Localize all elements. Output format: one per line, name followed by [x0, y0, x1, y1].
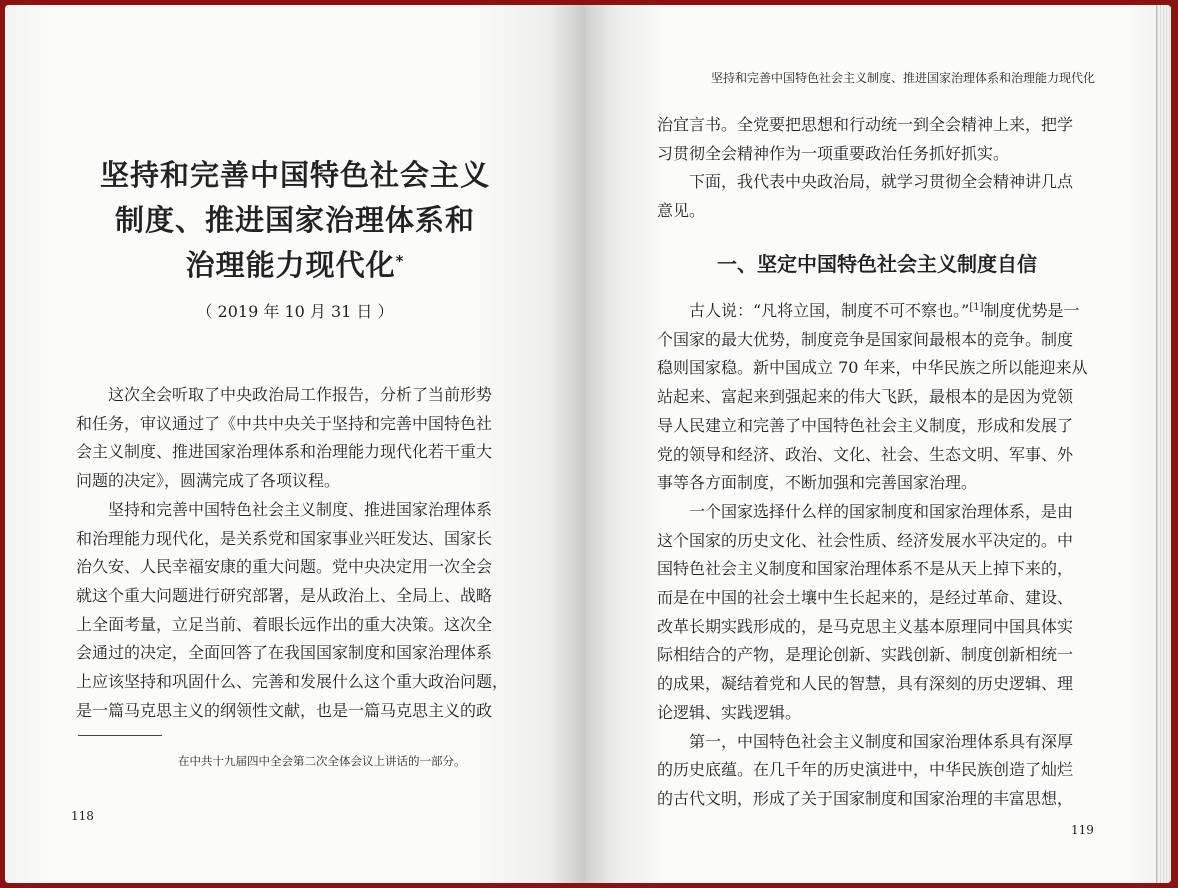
- text-line: 际相结合的产物，是理论创新、实践创新、制度创新相统一: [657, 645, 1074, 665]
- text-line: 治久安、人民幸福安康的重大问题。党中央决定用一次全会: [76, 557, 493, 577]
- text-line: 治宜言书。全党要把思想和行动统一到全会精神上来，把学: [657, 115, 1074, 134]
- section-heading: 一、坚定中国特色社会主义制度自信: [717, 252, 1037, 276]
- footnote-mark: *: [395, 252, 405, 270]
- text-line: 导人民建立和完善了中国特色社会主义制度，形成和发展了: [657, 415, 1074, 435]
- text-line: 和任务，审议通过了《中共中央关于坚持和完善中国特色社: [76, 413, 493, 433]
- text-line: 站起来、富起来到强起来的伟大飞跃，最根本的是因为党领: [657, 387, 1074, 407]
- text-segment: 古人说：“凡将立国，制度不可不察也。”: [689, 301, 970, 320]
- right-page: [585, 5, 1171, 883]
- text-line: 这次全会听取了中央政治局工作报告，分析了当前形势: [108, 385, 493, 404]
- text-line: 这个国家的历史文化、社会性质、经济发展水平决定的。中: [657, 530, 1074, 550]
- title-line: [65, 243, 525, 288]
- book-spread: [5, 5, 1171, 883]
- text-line: 的成果，凝结着党和人民的智慧，具有深刻的历史逻辑、理: [657, 674, 1074, 694]
- text-line: 而是在中国的社会土壤中生长起来的，是经过革命、建设、: [657, 588, 1074, 608]
- text-line: 一个国家选择什么样的国家制度和国家治理体系，是由: [689, 501, 1074, 521]
- text-line: 习贯彻全会精神作为一项重要政治任务抓好抓实。: [657, 143, 1010, 163]
- right-body-text: [657, 297, 1097, 814]
- text-line: 会通过的决定，全面回答了在我国国家制度和国家治理体系: [76, 643, 493, 663]
- text-line: 是一篇马克思主义的纲领性文献，也是一篇马克思主义的政: [76, 700, 493, 720]
- left-body-text: [76, 381, 520, 725]
- page-edges: [1156, 5, 1171, 883]
- speech-date: （ 2019 年 10 月 31 日 ）: [196, 302, 394, 321]
- text-line: 党的领导和经济、政治、文化、社会、生态文明、军事、外: [657, 444, 1074, 464]
- page-number: 119: [1071, 823, 1094, 837]
- title-line: 坚持和完善中国特色社会主义: [99, 158, 490, 192]
- running-head: 坚持和完善中国特色社会主义制度、推进国家治理体系和治理能力现代化: [710, 71, 1095, 85]
- text-segment: 制度优势是一: [983, 301, 1080, 320]
- text-line: 改革长期实践形成的，是马克思主义基本原理同中国具体实: [657, 616, 1074, 636]
- text-line: 的历史底蕴。在几千年的历史演进中，中华民族创造了灿烂: [657, 760, 1074, 780]
- text-line: 和治理能力现代化，是关系党和国家事业兴旺发达、国家长: [76, 528, 493, 548]
- text-line: 下面，我代表中央政治局，就学习贯彻全会精神讲几点: [689, 172, 1074, 192]
- text-line: 会主义制度、推进国家治理体系和治理能力现代化若干重大: [76, 442, 493, 462]
- text-line: 意见。: [657, 201, 706, 221]
- text-line: 上应该坚持和巩固什么、完善和发展什么这个重大政治问题，: [76, 672, 509, 692]
- left-page: [5, 5, 585, 883]
- text-line: 问题的决定》，圆满完成了各项议程。: [76, 471, 341, 491]
- title-line-text: 治理能力现代化: [185, 248, 396, 282]
- page-number: 118: [71, 809, 94, 823]
- intro-text: [657, 111, 1097, 226]
- text-line: 坚持和完善中国特色社会主义制度、推进国家治理体系: [108, 499, 493, 519]
- text-line: 论逻辑、实践逻辑。: [657, 702, 802, 722]
- text-line: 稳则国家稳。新中国成立 70 年来，中华民族之所以能迎来从: [657, 358, 1088, 378]
- footnote: 在中共十九届四中全会第二次全体会议上讲话的一部分。: [178, 754, 466, 768]
- text-line: 上全面考量，立足当前、着眼长远作出的重大决策。这次全: [76, 614, 493, 634]
- footnote-divider: [78, 735, 162, 736]
- text-line: 的古代文明，形成了关于国家制度和国家治理的丰富思想，: [657, 788, 1074, 808]
- text-line: [657, 297, 1097, 326]
- text-line: 第一，中国特色社会主义制度和国家治理体系具有深厚: [689, 731, 1074, 751]
- title-line: 制度、推进国家治理体系和: [114, 203, 475, 237]
- note-reference: [1]: [969, 302, 984, 313]
- text-line: 国特色社会主义制度和国家治理体系不是从天上掉下来的，: [657, 559, 1074, 579]
- text-line: 个国家的最大优势，制度竞争是国家间最根本的竞争。制度: [657, 329, 1074, 349]
- text-line: 就这个重大问题进行研究部署，是从政治上、全局上、战略: [76, 585, 493, 605]
- chapter-title: [65, 153, 525, 288]
- text-line: 事等各方面制度，不断加强和完善国家治理。: [657, 473, 978, 493]
